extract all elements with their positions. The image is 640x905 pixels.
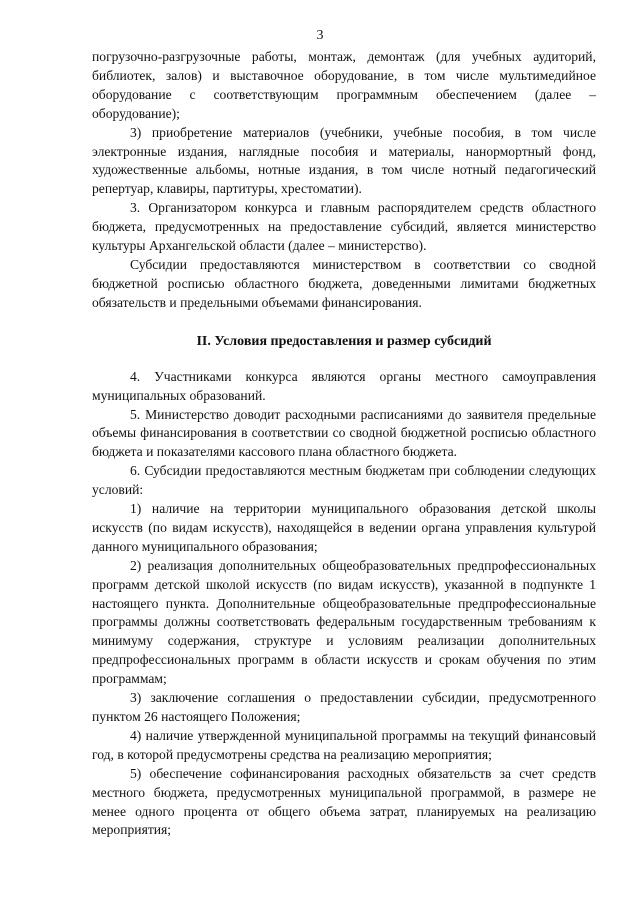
section-heading: II. Условия предоставления и размер субсидий	[196, 333, 492, 349]
paragraph: Субсидии предоставляются министерством в соответствии со сводной бюджетной росписью областного бюджета, доведенными лимитами бюджетных обязательств и предельными объемами финансирования.	[92, 256, 596, 310]
document-body	[92, 48, 596, 840]
page-number: 3	[316, 28, 324, 43]
paragraph: 5) обеспечение софинансирования расходных обязательств за счет средств местного бюджета, предусмотренных муниципальной программой, в размере не менее одного процента от общего объема затрат, планируемых на реализацию мероприятия;	[92, 765, 596, 838]
paragraph: 6. Субсидии предоставляются местным бюджетам при соблюдении следующих условий:	[92, 463, 596, 498]
paragraph: 3) заключение соглашения о предоставлении субсидии, предусмотренного пунктом 26 настоящего Положения;	[92, 690, 596, 724]
paragraph: 3. Организатором конкурса и главным распорядителем средств областного бюджета, предусмотренных на предоставление субсидий, является министерство культуры Архангельской области (далее – министерство).	[92, 200, 596, 254]
paragraph: 4) наличие утвержденной муниципальной программы на текущий финансовый год, в которой предусмотрены средства на реализацию мероприятия;	[92, 727, 596, 762]
paragraph: 2) реализация дополнительных общеобразовательных предпрофессиональных программ детской школой искусств (по видам искусств), указанной в подпункте 1 настоящего пункта. Дополнительные общеобразовательные предпрофессиональные программы должны соответствовать федеральным государственным требованиям к минимуму содержания, структуре и условиям реализации дополнительных предпрофессиональных программ в области искусств и срокам обучения по этим программам;	[92, 557, 596, 687]
paragraph: 1) наличие на территории муниципального образования детской школы искусств (по видам искусств), находящейся в ведении органа управления культурой данного муниципального образования;	[92, 501, 596, 554]
paragraph: 5. Министерство доводит расходными расписаниями до заявителя предельные объемы финансирования в соответствии со сводной бюджетной росписью областного бюджета и показателями кассового плана областного бюджета.	[92, 406, 596, 460]
paragraph: 3) приобретение материалов (учебники, учебные пособия, в том числе электронные издания, наглядные пособия и материалы, нанормортный фонд, художественные альбомы, нотные издания, в том числе нотный педагогический репертуар, клавиры, партитуры, хрестоматии).	[92, 124, 596, 197]
paragraph: 4. Участниками конкурса являются органы местного самоуправления муниципальных образований.	[92, 368, 596, 403]
paragraph: погрузочно-разгрузочные работы, монтаж, демонтаж (для учебных аудиторий, библиотек, залов) и выставочное оборудование, в том числе мультимедийное оборудование с соответствующим программным обеспечением (далее – оборудование);	[92, 49, 596, 121]
